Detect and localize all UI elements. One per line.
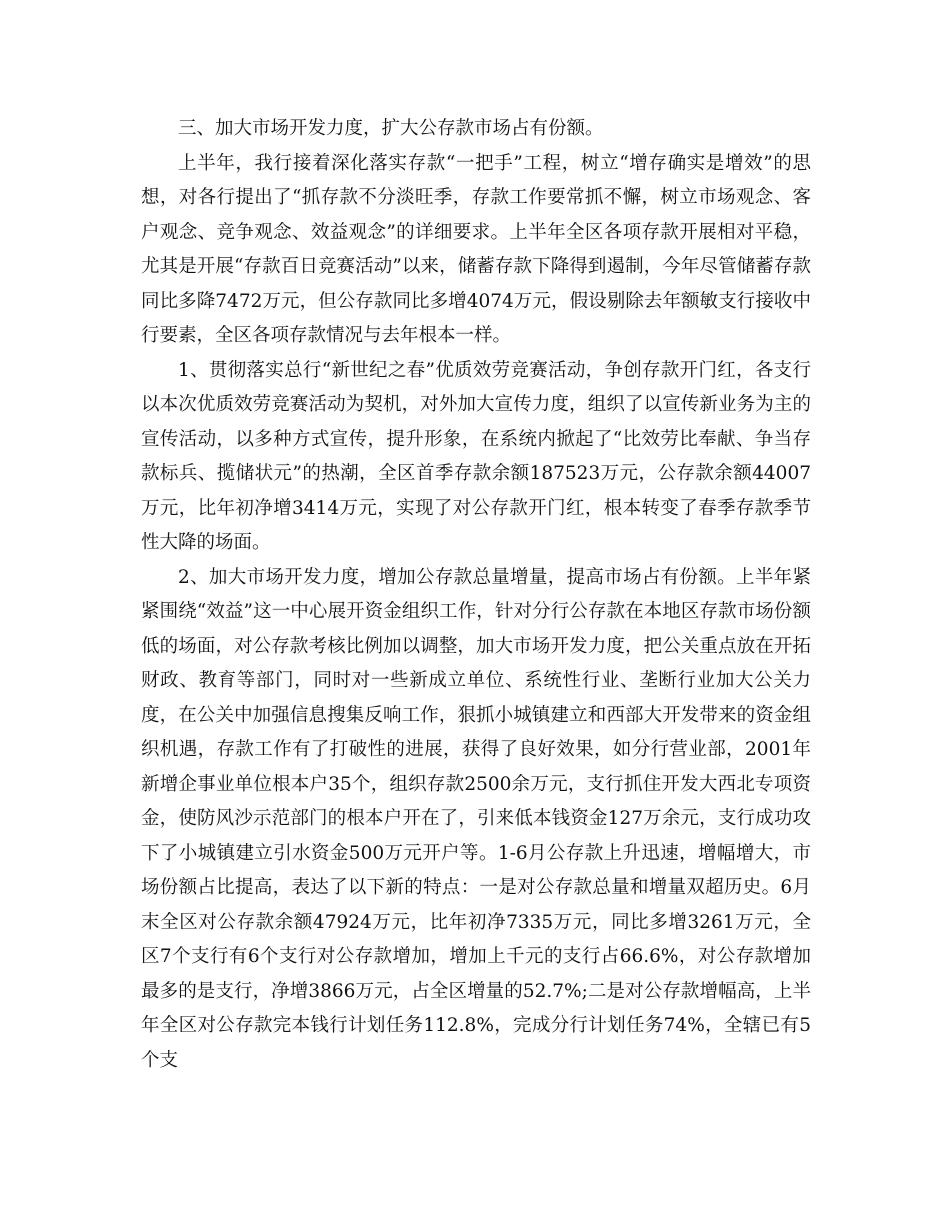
section-heading: 三、加大市场开发力度，扩大公存款市场占有份额。 bbox=[178, 118, 604, 139]
paragraph: 1、贯彻落实总行“新世纪之春”优质效劳竞赛活动，争创存款开门红，各支行以本次优质效劳竞赛活动为契机，对外加大宣传力度，组织了以宣传新业务为主的宣传活动，以多种方式宣传，提升形象，在系统内掀起了“比效劳比奉献、争当存款标兵、揽储状元”的热潮，全区首季存款余额187523万元，公存款余额44007万元，比年初净增3414万元，实现了对公存款开门红，根本转变了春季存款季节性大降的场面。 bbox=[141, 359, 811, 553]
paragraph: 2、加大市场开发力度，增加公存款总量增量，提高市场占有份额。上半年紧紧围绕“效益”这一中心展开资金组织工作，针对分行公存款在本地区存款市场份额低的场面，对公存款考核比例加以调整，加大市场开发力度，把公关重点放在开拓财政、教育等部门，同时对一些新成立单位、系统性行业、垄断行业加大公关力度，在公关中加强信息搜集反响工作，狠抓小城镇建立和西部大开发带来的资金组织机遇，存款工作有了打破性的进展，获得了良好效果，如分行营业部，2001年新增企事业单位根本户35个，组织存款2500余万元，支行抓住开发大西北专项资金，使防风沙示范部门的根本户开在了，引来低本钱资金127万余元，支行成功攻下了小城镇建立引水资金500万元开户等。1-6月公存款上升迅速，增幅增大，市场份额占比提高，表达了以下新的特点：一是对公存款总量和增量双超历史。6月末全区对公存款余额47924万元，比年初净7335万元，同比多增3261万元，全区7个支行有6个支行对公存款增加，增加上千元的支行占66.6%，对公存款增加最多的是支行，净增3866万元，占全区增量的52.7%;二是对公存款增幅高，上半年全区对公存款完本钱行计划任务112.8%，完成分行计划任务74%，全辖已有5个支 bbox=[141, 566, 811, 1071]
document-body bbox=[141, 112, 811, 1078]
paragraph: 上半年，我行接着深化落实存款“一把手”工程，树立“增存确实是增效”的思想，对各行提出了“抓存款不分淡旺季，存款工作要常抓不懈，树立市场观念、客户观念、竞争观念、效益观念”的详细要求。上半年全区各项存款开展相对平稳，尤其是开展“存款百日竞赛活动”以来，储蓄存款下降得到遏制，今年尽管储蓄存款同比多降7472万元，但公存款同比多增4074万元，假设剔除去年额敏支行接收中行要素，全区各项存款情况与去年根本一样。 bbox=[141, 152, 811, 346]
